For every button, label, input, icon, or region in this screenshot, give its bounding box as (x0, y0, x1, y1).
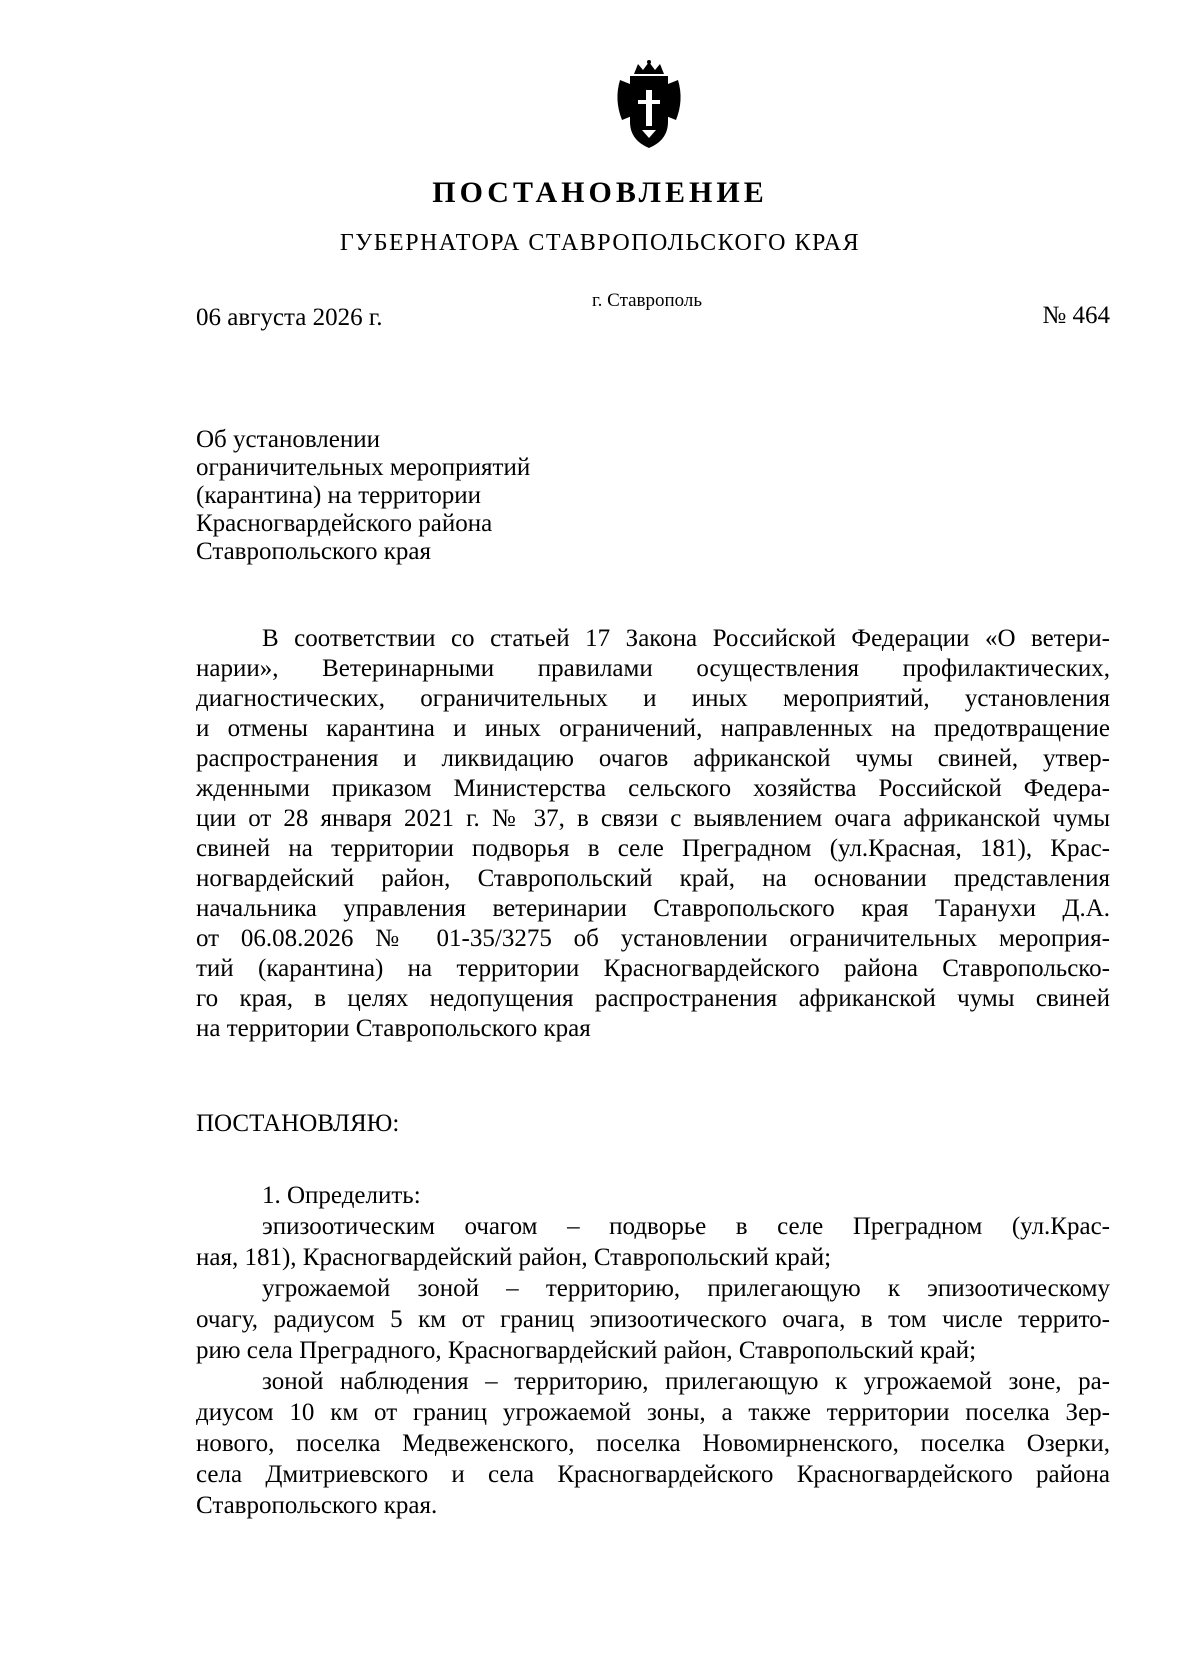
decree-items (196, 1180, 1110, 1521)
preamble-line: нарии», Ветеринарными правилами осуществления профилактических, (196, 655, 1110, 682)
document-subject (196, 426, 616, 566)
item-line: рию села Преградного, Красногвардейский район, Ставропольский край; (196, 1337, 977, 1364)
preamble-line: начальника управления ветеринарии Ставропольского края Таранухи Д.А. (196, 895, 1110, 922)
item-line: очагу, радиусом 5 км от границ эпизоотического очага, в том числе террито- (196, 1306, 1110, 1333)
coat-of-arms-icon (612, 60, 686, 152)
document-title: ПОСТАНОВЛЕНИЕ (432, 176, 768, 209)
preamble-line: и отмены карантина и иных ограничений, направленных на предотвращение (196, 715, 1110, 742)
item-line: села Дмитриевского и села Красногвардейского Красногвардейского района (196, 1461, 1110, 1488)
item-line: 1. Определить: (262, 1182, 421, 1209)
item-line: зоной наблюдения – территорию, прилегающую к угрожаемой зоне, ра- (262, 1368, 1110, 1395)
preamble-line: жденными приказом Министерства сельского хозяйства Российской Федера- (196, 775, 1110, 802)
subject-line: Ставропольского края (196, 538, 431, 565)
item-line: эпизоотическим очагом – подворье в селе Преградном (ул.Крас- (262, 1213, 1110, 1240)
item-line: нового, поселка Медвеженского, поселка Новомирненского, поселка Озерки, (196, 1430, 1110, 1457)
document-issuer: ГУБЕРНАТОРА СТАВРОПОЛЬСКОГО КРАЯ (339, 230, 861, 256)
item-line: Ставропольского края. (196, 1492, 438, 1519)
preamble-line: ногвардейский район, Ставропольский край, на основании представления (196, 865, 1110, 892)
decree-word: ПОСТАНОВЛЯЮ: (196, 1110, 400, 1137)
subject-line: Красногвардейского района (196, 510, 493, 537)
item-line: ная, 181), Красногвардейский район, Ставропольский край; (196, 1244, 832, 1271)
item-line: диусом 10 км от границ угрожаемой зоны, а также территории поселка Зер- (196, 1399, 1110, 1426)
preamble-line: ции от 28 января 2021 г. № 37, в связи с выявлением очага африканской чумы (196, 805, 1110, 832)
preamble-line: на территории Ставропольского края (196, 1015, 591, 1042)
preamble-line: свиней на территории подворья в селе Преградном (ул.Красная, 181), Крас- (196, 835, 1110, 862)
preamble-line: го края, в целях недопущения распространения африканской чумы свиней (196, 985, 1110, 1012)
subject-line: Об установлении (196, 426, 381, 453)
subject-line: ограничительных мероприятий (196, 454, 531, 481)
preamble-line: В соответствии со статьей 17 Закона Российской Федерации «О ветери- (262, 625, 1110, 652)
preamble-line: от 06.08.2026 № 01-35/3275 об установлении ограничительных мероприя- (196, 925, 1110, 952)
preamble-paragraph (196, 624, 1110, 1044)
preamble-line: распространения и ликвидацию очагов африканской чумы свиней, утвер- (196, 745, 1110, 772)
preamble-line: тий (карантина) на территории Красногвардейского района Ставропольско- (196, 955, 1110, 982)
item-line: угрожаемой зоной – территорию, прилегающую к эпизоотическому (262, 1275, 1110, 1302)
document-number: № 464 (1042, 302, 1110, 329)
issue-city: г. Ставрополь (592, 290, 703, 311)
preamble-line: диагностических, ограничительных и иных мероприятий, установления (196, 685, 1110, 712)
subject-line: (карантина) на территории (196, 482, 481, 509)
issue-date: 06 августа 2026 г. (196, 304, 383, 331)
